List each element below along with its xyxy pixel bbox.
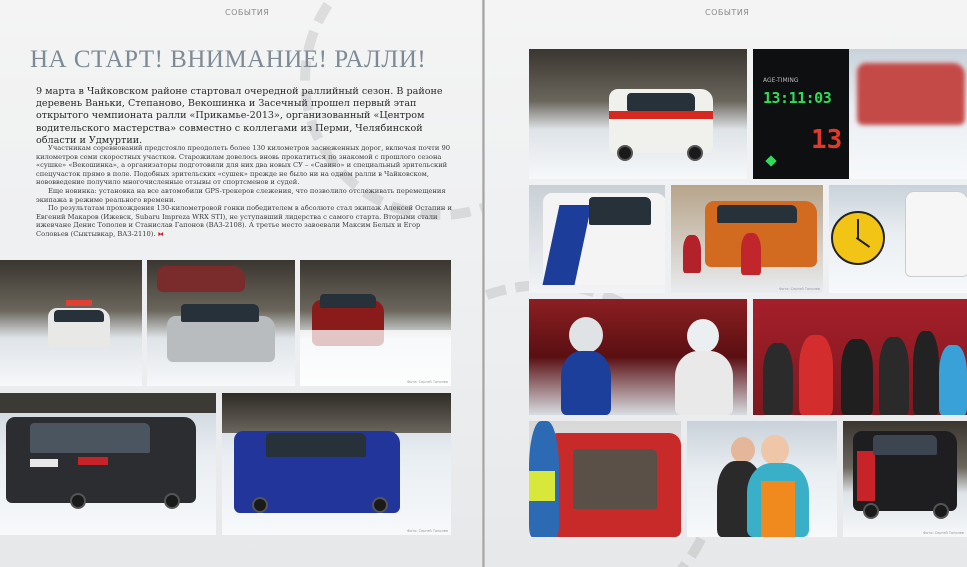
photo-red-car-driver — [529, 421, 681, 537]
photo-toyota-celica — [529, 49, 747, 179]
photo-drivers-helmets — [529, 299, 747, 415]
body-paragraph-text: По результатам прохождения 130-километровой гонки победителем в абсолюте стал экипаж Алексей Остапин и Евгений Макаров (Ижевск, Subaru Impreza WRX STI), не уступавший лидерства с самого старта. Вторыми стали ижевчане Денис Тополев и Станислав Гапонов (ВАЗ-2108). А третье место завоевали Максим Белых и Егор Соловьев (Сыктывкар, ВАЗ-2110). — [36, 204, 452, 238]
article-body — [36, 144, 452, 240]
driver — [561, 351, 611, 415]
wheel — [933, 503, 949, 519]
clock-sign — [831, 211, 885, 265]
windshield — [717, 205, 797, 223]
windshield — [320, 294, 376, 308]
photo-caption: Фото: Сергей Тополев — [923, 531, 964, 535]
photo-timing-board — [753, 49, 849, 179]
photo-service-crew — [671, 185, 823, 293]
wheel — [687, 145, 703, 161]
photo-white-car — [829, 185, 967, 293]
photo-podium — [753, 299, 967, 415]
sponsor-sticker — [78, 457, 108, 465]
snow-spray — [300, 330, 451, 386]
sponsor-sticker — [30, 459, 58, 467]
wheel — [863, 503, 879, 519]
window — [589, 197, 651, 225]
section-label: СОБЫТИЯ — [705, 8, 750, 17]
helmet — [687, 319, 719, 353]
car-shape — [167, 316, 275, 362]
driver — [675, 351, 733, 415]
body-paragraph: Еще новинка: установка на все автомобили GPS-трекеров слежения, что позволило отслеживать перемещения экипажа в режиме реального времени. — [36, 186, 446, 204]
background-car — [157, 266, 245, 292]
photo-safety-car — [0, 260, 142, 386]
arrow-icon — [765, 155, 776, 166]
clock-hand — [856, 237, 870, 248]
car-shape — [905, 191, 967, 277]
windshield — [266, 433, 366, 457]
section-label: СОБЫТИЯ — [225, 8, 270, 17]
wheel — [372, 497, 388, 513]
wheel — [70, 493, 86, 509]
windshield — [627, 93, 695, 111]
timer-brand: AGE-TIMING — [763, 77, 799, 84]
winner — [913, 331, 939, 415]
photo-caption: Фото: Сергей Тополев — [407, 380, 448, 384]
timer-secondary: 13 — [811, 125, 843, 155]
winner — [799, 335, 833, 415]
photo-blue-white-car — [529, 185, 665, 293]
hi-vis-vest — [529, 471, 555, 501]
photo-lancer — [222, 393, 451, 535]
article-headline: НА СТАРТ! ВНИМАНИЕ! РАЛЛИ! — [30, 46, 427, 73]
windshield — [873, 435, 937, 455]
face — [761, 435, 789, 465]
livery-stripe — [857, 451, 875, 501]
mechanic — [741, 233, 761, 275]
photo-caption: Фото: Сергей Тополев — [407, 529, 448, 533]
livery-stripe — [609, 111, 713, 119]
treeline — [0, 393, 216, 413]
clock-hand — [857, 219, 859, 239]
wheel — [252, 497, 268, 513]
windshield — [54, 310, 104, 322]
photo-caption: Фото: Сергей Тополев — [779, 287, 820, 291]
photo-red-car — [300, 260, 451, 386]
wheel — [617, 145, 633, 161]
face — [731, 437, 755, 463]
left-page — [0, 0, 482, 567]
photo-black-car — [843, 421, 967, 537]
timer-clock: 13:11:03 — [763, 89, 832, 107]
photo-blurred-car — [849, 49, 967, 179]
body-paragraph: Участникам соревнований предстояло преодолеть более 130 километров заснеженных дорог, включая почти 90 километров семи скоростных участков. Старожилам довелось вновь прокатиться по знакомой с прошлого сезона «сушке» «Векошинка», а организаторы подготовили для них два новых СУ – «Савино» и специальный зрительский спецучасток прямо в поле. Подобных зрительских «сушек» прежде не было ни на одном ралли в Чайковском, нововведение получило многочисленные отзывы от спортсменов и судей. — [36, 144, 450, 187]
photo-golf — [0, 393, 216, 535]
end-mark: ⧓ — [157, 230, 164, 238]
winner — [879, 337, 909, 415]
right-page — [485, 0, 967, 567]
photo-two-women — [687, 421, 837, 537]
car-shape — [857, 63, 965, 125]
helmet — [569, 317, 603, 353]
winner — [939, 345, 967, 415]
wheel — [164, 493, 180, 509]
windshield — [181, 304, 259, 322]
mechanic — [683, 235, 701, 273]
body-paragraph — [36, 204, 452, 239]
photo-subaru — [147, 260, 295, 386]
treeline — [222, 393, 451, 433]
article-lead: 9 марта в Чайковском районе стартовал очередной раллийный сезон. В районе деревень Ваньки, Степаново, Векошинка и Засечный прошел первый этап открытого чемпионата ралли «Прикамье-2013», организованный «Центром водительского мастерства» совместно с коллегами из Перми, Челябинской области и Удмуртии. — [36, 86, 443, 146]
light-bar — [66, 300, 92, 306]
orange-vest — [761, 481, 795, 537]
winner — [763, 343, 793, 415]
windshield — [30, 423, 150, 453]
winner — [841, 339, 873, 415]
window — [573, 449, 657, 509]
